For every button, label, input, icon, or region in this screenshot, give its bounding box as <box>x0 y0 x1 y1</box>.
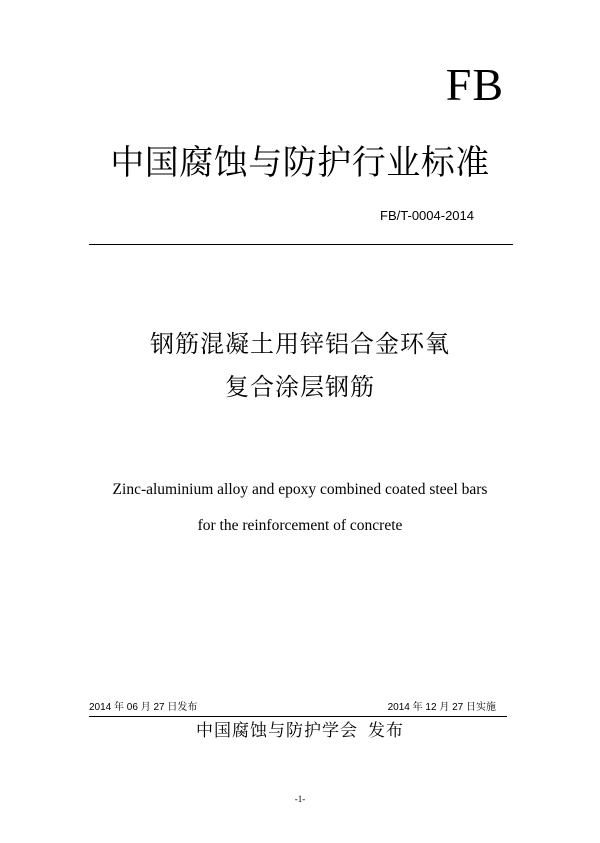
issuer-action: 发布 <box>368 721 404 741</box>
chinese-title-line-1: 钢筋混凝土用锌铝合金环氧 <box>150 330 450 358</box>
issuer-line <box>0 721 600 741</box>
standard-number: FB/T-0004-2014 <box>380 208 474 223</box>
publish-date: 2014 年 06 月 27 日发布 <box>89 702 198 713</box>
issuer-organization: 中国腐蚀与防护学会 <box>196 721 358 741</box>
chinese-title-line-2: 复合涂层钢筋 <box>225 373 375 401</box>
implement-date: 2014 年 12 月 27 日实施 <box>387 702 496 713</box>
english-title-line-2: for the reinforcement of concrete <box>197 517 403 534</box>
standard-code-mark: FB <box>445 59 504 110</box>
footer-divider <box>89 716 507 717</box>
page-number: -1- <box>294 794 306 804</box>
english-title-line-1: Zinc-aluminium alloy and epoxy combined coated steel bars <box>112 481 488 498</box>
standard-category-title: 中国腐蚀与防护行业标准 <box>110 143 490 183</box>
header-divider <box>89 244 513 245</box>
